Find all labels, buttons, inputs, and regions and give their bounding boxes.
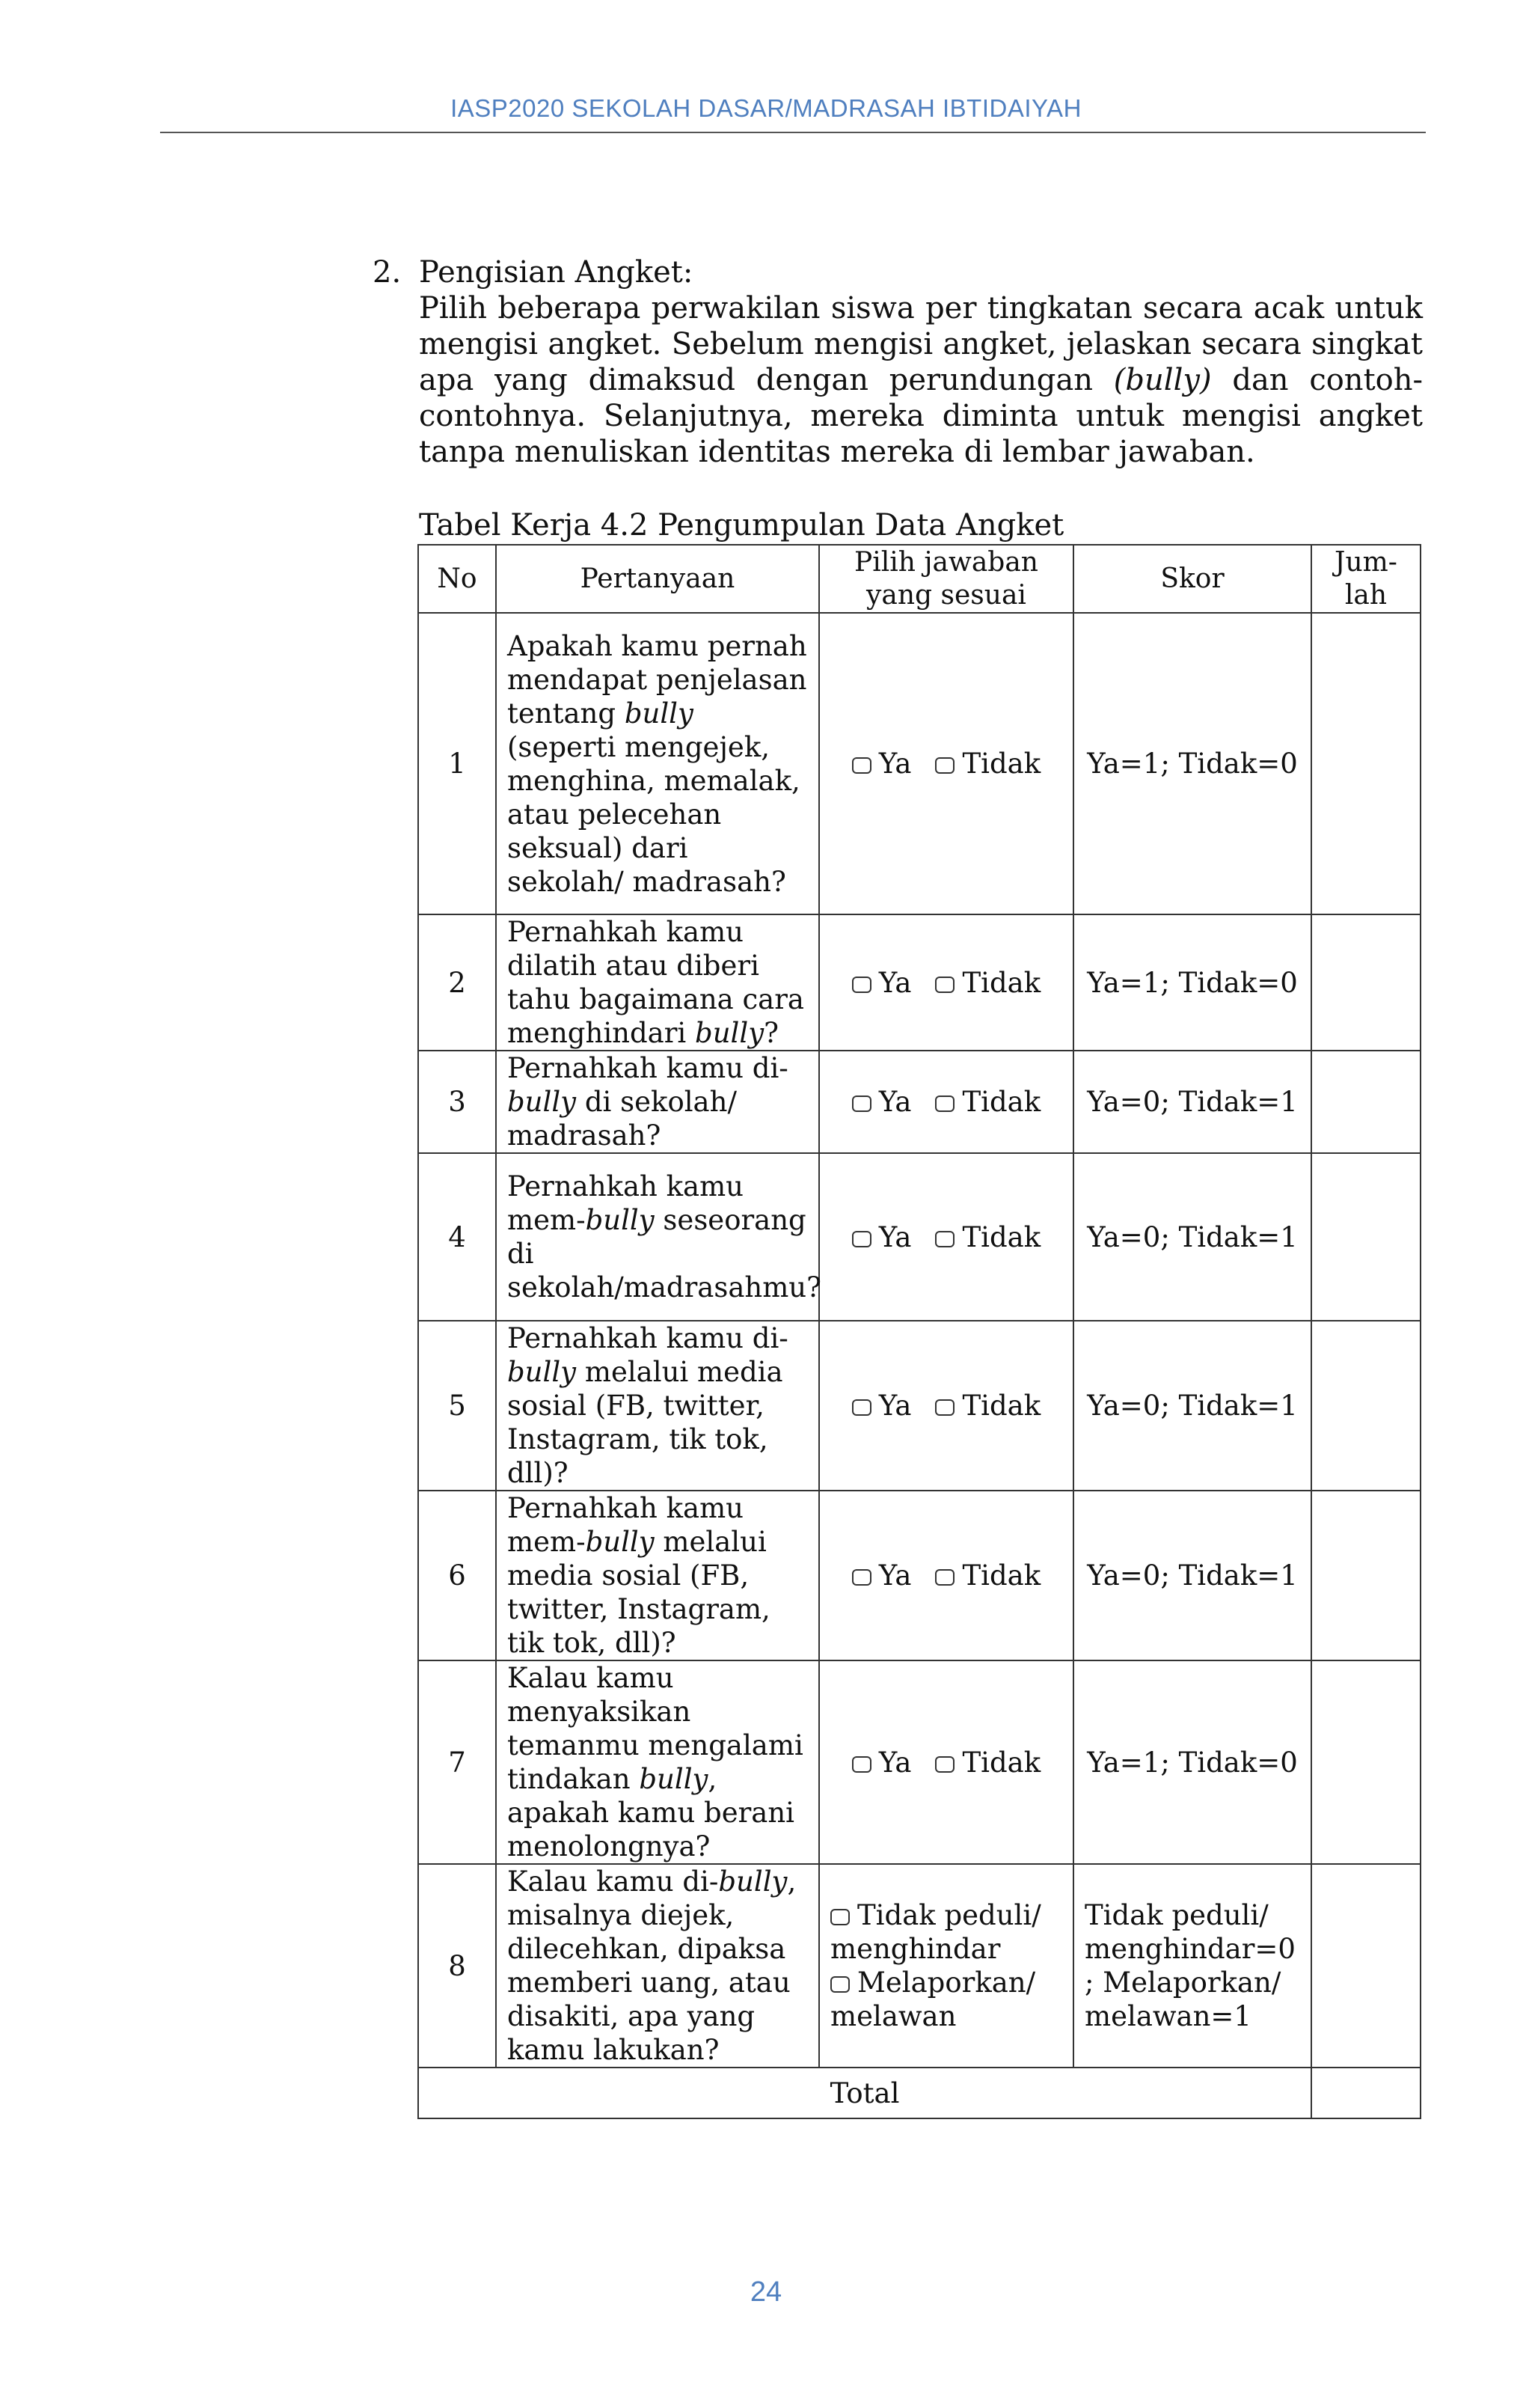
checkbox-icon[interactable]	[935, 757, 955, 774]
question-text: Kalau kamu di-	[507, 1865, 719, 1898]
option-ya[interactable]	[852, 1389, 912, 1423]
checkbox-icon[interactable]	[830, 1976, 850, 1993]
row-score: Ya=1; Tidak=0	[1073, 613, 1311, 914]
row-sum-cell[interactable]	[1311, 1321, 1421, 1491]
row-number: 7	[418, 1660, 496, 1864]
total-row	[418, 2068, 1421, 2118]
checkbox-icon[interactable]	[935, 1756, 955, 1773]
option-label: Tidak	[962, 1086, 1041, 1118]
question-text: melalui media sosial (FB, twitter, Instagram, tik tok, dll)?	[507, 1526, 770, 1659]
table-row	[418, 1153, 1421, 1321]
row-question	[496, 1660, 819, 1864]
section-number: 2.	[373, 255, 402, 290]
option-tidak[interactable]	[935, 966, 1041, 1000]
row-number: 1	[418, 613, 496, 914]
row-score: Ya=0; Tidak=1	[1073, 1051, 1311, 1153]
checkbox-icon[interactable]	[852, 977, 871, 993]
checkbox-icon[interactable]	[852, 1095, 871, 1112]
paragraph-text: dan contoh-contohnya. Selanjutnya, mereka diminta untuk mengisi angket tanpa menuliskan identitas mereka di lembar jawaban.	[419, 363, 1423, 469]
option-label: Tidak	[962, 1390, 1041, 1422]
option-ya[interactable]	[852, 1220, 912, 1254]
total-value-cell[interactable]	[1311, 2068, 1421, 2118]
paragraph-text: Pilih beberapa perwakilan siswa per tingkatan secara acak untuk mengisi angket. Sebelum mengisi angket, jelaskan secara singkat apa yang dimaksud dengan perundungan	[419, 291, 1423, 397]
question-italic-term: bully	[624, 697, 693, 730]
row-number: 2	[418, 914, 496, 1051]
checkbox-icon[interactable]	[852, 1231, 871, 1247]
question-text: , misalnya diejek, dilecehkan, dipaksa memberi uang, atau disakiti, apa yang kamu lakukan?	[507, 1865, 797, 2066]
row-score: Ya=0; Tidak=1	[1073, 1491, 1311, 1660]
header-score: Skor	[1073, 545, 1311, 613]
checkbox-icon[interactable]	[935, 1231, 955, 1247]
checkbox-icon[interactable]	[852, 1756, 871, 1773]
row-answer-options	[819, 1864, 1073, 2068]
row-answer-options	[819, 1153, 1073, 1321]
row-score: Tidak peduli/ menghindar=0 ; Melaporkan/ melawan=1	[1073, 1864, 1311, 2068]
row-sum-cell[interactable]	[1311, 1153, 1421, 1321]
row-question	[496, 1491, 819, 1660]
section-heading: Pengisian Angket:	[419, 255, 693, 290]
row-answer-options	[819, 914, 1073, 1051]
question-text: ?	[764, 1017, 779, 1049]
option-label: Ya	[878, 1390, 912, 1422]
table-row	[418, 613, 1421, 914]
table-row	[418, 1321, 1421, 1491]
row-number: 8	[418, 1864, 496, 2068]
row-sum-cell[interactable]	[1311, 1864, 1421, 2068]
row-sum-cell[interactable]	[1311, 1660, 1421, 1864]
option-ya[interactable]	[852, 747, 912, 780]
total-label: Total	[418, 2068, 1311, 2118]
table-row	[418, 1864, 1421, 2068]
option-label: Ya	[878, 1220, 912, 1253]
row-number: 3	[418, 1051, 496, 1153]
row-sum-cell[interactable]	[1311, 1051, 1421, 1153]
question-italic-term: bully	[585, 1526, 655, 1558]
option-tidak[interactable]	[935, 1389, 1041, 1423]
option-tidak[interactable]	[935, 747, 1041, 780]
question-text: Kalau kamu menyaksikan temanmu mengalami tindakan	[507, 1662, 803, 1795]
question-text: Pernahkah kamu mem-	[507, 1492, 744, 1558]
row-answer-options	[819, 613, 1073, 914]
option-label: Tidak	[962, 1746, 1041, 1779]
page-number: 24	[750, 2276, 782, 2308]
option-label: Tidak	[962, 1559, 1041, 1592]
question-text: Pernahkah kamu di-	[507, 1052, 788, 1084]
option-tidak-peduli[interactable]	[830, 1898, 1062, 1966]
option-tidak[interactable]	[935, 1746, 1041, 1779]
header-question: Pertanyaan	[496, 545, 819, 613]
header-sum: Jum-lah	[1311, 545, 1421, 613]
table-caption: Tabel Kerja 4.2 Pengumpulan Data Angket	[419, 508, 1064, 543]
row-answer-options	[819, 1051, 1073, 1153]
question-italic-term: bully	[507, 1356, 577, 1388]
option-label: Tidak peduli/ menghindar	[830, 1899, 1041, 1965]
row-sum-cell[interactable]	[1311, 613, 1421, 914]
header-divider	[160, 132, 1426, 133]
question-italic-term: bully	[695, 1017, 765, 1049]
option-ya[interactable]	[852, 1746, 912, 1779]
option-tidak[interactable]	[935, 1559, 1041, 1592]
question-text: , apakah kamu berani menolongnya?	[507, 1763, 795, 1862]
checkbox-icon[interactable]	[935, 1569, 955, 1586]
row-question	[496, 613, 819, 914]
option-label: Tidak	[962, 748, 1041, 780]
option-tidak[interactable]	[935, 1220, 1041, 1254]
checkbox-icon[interactable]	[852, 1569, 871, 1586]
row-question	[496, 1051, 819, 1153]
option-label: Ya	[878, 748, 912, 780]
option-label: Ya	[878, 1746, 912, 1779]
option-ya[interactable]	[852, 966, 912, 1000]
row-number: 4	[418, 1153, 496, 1321]
row-sum-cell[interactable]	[1311, 1491, 1421, 1660]
row-number: 5	[418, 1321, 496, 1491]
table-row	[418, 1660, 1421, 1864]
table-row	[418, 1491, 1421, 1660]
table-header-row	[418, 545, 1421, 613]
header-no: No	[418, 545, 496, 613]
paragraph-italic-term: (bully)	[1113, 363, 1212, 397]
header-answer: Pilih jawaban yang sesuai	[819, 545, 1073, 613]
question-text: Pernahkah kamu mem-	[507, 1170, 744, 1236]
row-answer-options	[819, 1491, 1073, 1660]
row-sum-cell[interactable]	[1311, 914, 1421, 1051]
option-label: Melaporkan/ melawan	[830, 1967, 1036, 2032]
section-body	[419, 254, 1423, 470]
angket-table	[417, 544, 1421, 2119]
checkbox-icon[interactable]	[852, 1399, 871, 1416]
row-question	[496, 914, 819, 1051]
checkbox-icon[interactable]	[852, 757, 871, 774]
option-tidak[interactable]	[935, 1085, 1041, 1119]
option-ya[interactable]	[852, 1559, 912, 1592]
row-question	[496, 1321, 819, 1491]
row-answer-options	[819, 1660, 1073, 1864]
question-italic-term: bully	[718, 1865, 788, 1898]
checkbox-icon[interactable]	[935, 1399, 955, 1416]
question-italic-term: bully	[507, 1086, 577, 1118]
row-score: Ya=1; Tidak=0	[1073, 914, 1311, 1051]
option-ya[interactable]	[852, 1085, 912, 1119]
option-label: Ya	[878, 1086, 912, 1118]
question-italic-term: bully	[639, 1763, 708, 1795]
section-paragraph	[419, 290, 1423, 470]
running-header: IASP2020 SEKOLAH DASAR/MADRASAH IBTIDAIYAH	[450, 94, 1082, 122]
row-number: 6	[418, 1491, 496, 1660]
option-label: Ya	[878, 1559, 912, 1592]
table-row	[418, 914, 1421, 1051]
option-label: Tidak	[962, 966, 1041, 999]
question-text: (seperti mengejek, menghina, memalak, atau pelecehan seksual) dari sekolah/ madrasah?	[507, 730, 800, 898]
row-answer-options	[819, 1321, 1073, 1491]
question-italic-term: bully	[585, 1204, 655, 1236]
row-score: Ya=1; Tidak=0	[1073, 1660, 1311, 1864]
question-text: seseorang di sekolah/madrasahmu?	[507, 1204, 821, 1304]
row-score: Ya=0; Tidak=1	[1073, 1321, 1311, 1491]
checkbox-icon[interactable]	[830, 1909, 850, 1925]
row-question	[496, 1153, 819, 1321]
option-melaporkan[interactable]	[830, 1966, 1062, 2033]
question-text: di sekolah/ madrasah?	[507, 1086, 737, 1152]
checkbox-icon[interactable]	[935, 1095, 955, 1112]
table-row	[418, 1051, 1421, 1153]
question-text: Apakah kamu pernah mendapat penjelasan tentang	[507, 629, 807, 730]
row-question	[496, 1864, 819, 2068]
question-text: melalui media sosial (FB, twitter, Instagram, tik tok, dll)?	[507, 1356, 783, 1489]
question-text: Pernahkah kamu dilatih atau diberi tahu bagaimana cara menghindari	[507, 916, 804, 1049]
row-score: Ya=0; Tidak=1	[1073, 1153, 1311, 1321]
question-text: Pernahkah kamu di-	[507, 1322, 788, 1354]
checkbox-icon[interactable]	[935, 977, 955, 993]
option-label: Tidak	[962, 1220, 1041, 1253]
option-label: Ya	[878, 966, 912, 999]
